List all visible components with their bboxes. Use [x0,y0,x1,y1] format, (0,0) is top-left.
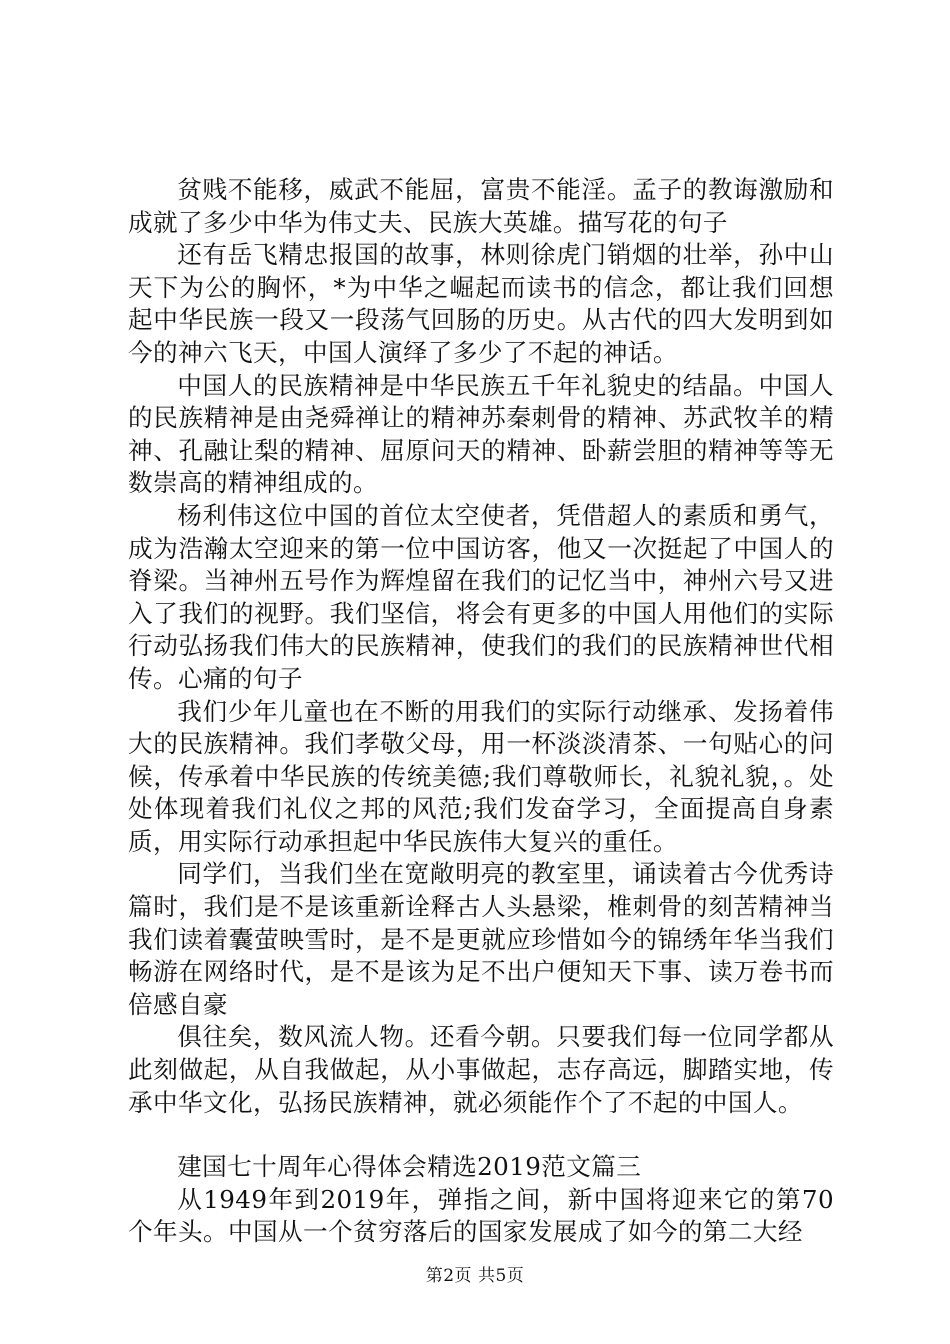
page-number-footer: 第2页 共5页 [425,1266,525,1286]
paragraph-2: 还有岳飞精忠报国的故事，林则徐虎门销烟的壮举，孙中山天下为公的胸怀，*为中华之崛起而读书的信念，都让我们回想起中华民族一段又一段荡气回肠的历史。从古代的四大发明到如今的神六飞天，中国人演绎了多少了不起的神话。 [128,240,834,367]
paragraph-7: 俱往矣，数风流人物。还看今朝。只要我们每一位同学都从此刻做起，从自我做起，从小事做起，志存高远，脚踏实地，传承中华文化，弘扬民族精神，就必须能作个了不起的中国人。 [128,1022,834,1117]
paragraph-5: 我们少年儿童也在不断的用我们的实际行动继承、发扬着伟大的民族精神。我们孝敬父母，用一杯淡淡清茶、一句贴心的问候，传承着中华民族的传统美德;我们尊敬师长，礼貌礼貌，。处处体现着我们礼仪之邦的风范;我们发奋学习，全面提高自身素质，用实际行动承担起中华民族伟大复兴的重任。 [128,696,834,856]
paragraph-3: 中国人的民族精神是中华民族五千年礼貌史的结晶。中国人的民族精神是由尧舜禅让的精神苏秦刺骨的精神、苏武牧羊的精神、孔融让梨的精神、屈原问天的精神、卧薪尝胆的精神等等无数崇高的精神组成的。 [128,370,834,498]
paragraph-6: 同学们，当我们坐在宽敞明亮的教室里，诵读着古今优秀诗篇时，我们是不是该重新诠释古人头悬梁，椎刺骨的刻苦精神当我们读着囊萤映雪时，是不是更就应珍惜如今的锦绣年华当我们畅游在网络时代，是不是该为足不出户便知天下事、读万卷书而倍感自豪 [128,859,834,1019]
paragraph-1: 贫贱不能移，威武不能屈，富贵不能淫。孟子的教诲激励和成就了多少中华为伟丈夫、民族大英雄。描写花的句子 [128,175,834,237]
document-body [128,174,834,1249]
paragraph-4: 杨利伟这位中国的首位太空使者，凭借超人的素质和勇气，成为浩瀚太空迎来的第一位中国访客，他又一次挺起了中国人的脊梁。当神州五号作为辉煌留在我们的记忆当中，神州六号又进入了我们的视野。我们坚信，将会有更多的中国人用他们的实际行动弘扬我们伟大的民族精神，使我们的我们的民族精神世代相传。心痛的句子 [128,500,834,693]
section-paragraph: 从1949年到2019年，弹指之间，新中国将迎来它的第70个年头。中国从一个贫穷落后的国家发展成了如今的第二大经 [128,1184,834,1247]
section-spacer [128,1119,834,1151]
section-title: 建国七十周年心得体会精选2019范文篇三 [177,1152,642,1182]
